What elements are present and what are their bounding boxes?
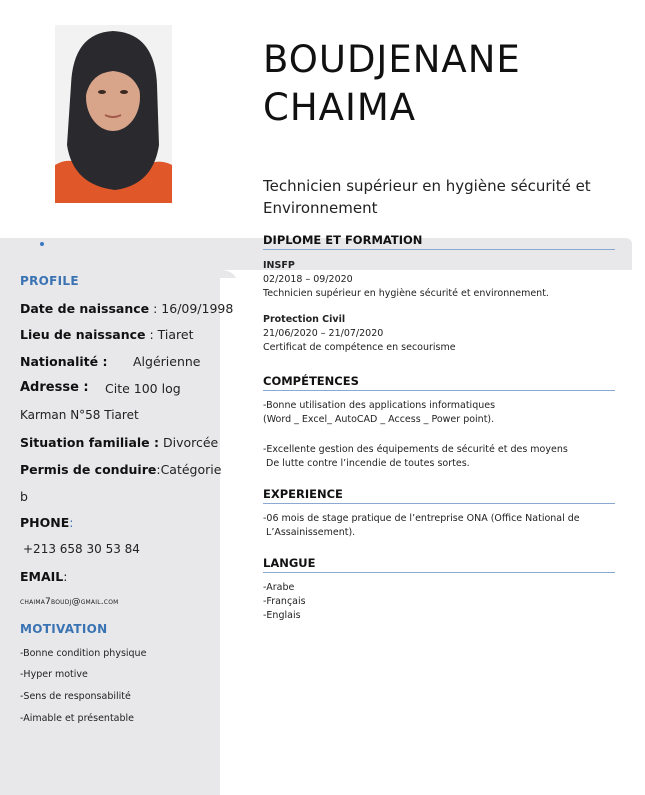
email-sep: : xyxy=(63,569,68,584)
address-label xyxy=(20,380,89,395)
diplome-school: Protection Civil xyxy=(263,314,346,325)
license-label: Permis de conduire xyxy=(20,462,157,477)
email-label: EMAIL xyxy=(20,569,64,584)
diplome-entry xyxy=(263,313,615,355)
nationality-value: Algérienne xyxy=(133,354,201,369)
license-value: :Catégorie xyxy=(156,462,222,477)
address-value: Cite 100 log xyxy=(105,381,181,396)
diplome-dates: 02/2018 – 09/2020 xyxy=(263,274,353,285)
langue-section xyxy=(263,556,615,623)
diplome-section xyxy=(263,233,615,355)
diplome-dates: 21/06/2020 – 21/07/2020 xyxy=(263,328,384,339)
diplome-title: DIPLOME ET FORMATION xyxy=(263,233,615,250)
email-value: chaima7boudj@gmail.com xyxy=(20,597,119,607)
address-row xyxy=(20,380,89,395)
name-line-2: CHAIMA xyxy=(263,86,417,129)
competences-title: COMPÉTENCES xyxy=(263,374,615,391)
profile-photo xyxy=(55,25,172,203)
address-label-text: Adresse : xyxy=(20,380,89,395)
competences-line: De lutte contre l’incendie de toutes sortes. xyxy=(263,458,470,469)
decor-dot xyxy=(40,242,44,246)
experience-line: -06 mois de stage pratique de l’entreprise ONA (Office National de xyxy=(263,513,580,524)
nationality-row xyxy=(20,354,107,369)
diplome-entry xyxy=(263,259,615,301)
phone-sep: : xyxy=(69,515,74,530)
competences-line: -Bonne utilisation des applications informatiques xyxy=(263,400,496,411)
candidate-name xyxy=(263,36,521,132)
phone-value: +213 658 30 53 84 xyxy=(23,542,140,556)
motivation-item: -Sens de responsabilité xyxy=(20,691,131,702)
place-row xyxy=(20,327,193,342)
family-row xyxy=(20,435,218,450)
langue-title: LANGUE xyxy=(263,556,615,573)
experience-line: L’Assainissement). xyxy=(263,527,356,538)
motivation-item: -Bonne condition physique xyxy=(20,648,147,659)
langue-item: -Englais xyxy=(263,610,301,621)
motivation-item: -Aimable et présentable xyxy=(20,713,135,724)
birth-label: Date de naissance xyxy=(20,301,150,316)
phone-row xyxy=(20,515,73,530)
motivation-item: -Hyper motive xyxy=(20,669,88,680)
langue-item: -Français xyxy=(263,596,306,607)
diplome-school: INSFP xyxy=(263,260,295,271)
place-value: : Tiaret xyxy=(145,327,194,342)
diplome-desc: Technicien supérieur en hygiène sécurité et environnement. xyxy=(263,288,549,299)
motivation-heading: MOTIVATION xyxy=(20,622,108,636)
family-value: Divorcée xyxy=(159,435,219,450)
langue-item: -Arabe xyxy=(263,582,295,593)
place-label: Lieu de naissance xyxy=(20,327,146,342)
family-label: Situation familiale : xyxy=(20,435,159,450)
competences-section xyxy=(263,374,615,471)
profile-heading: PROFILE xyxy=(20,274,79,288)
birth-row xyxy=(20,301,233,316)
address-value-2: Karman N°58 Tiaret xyxy=(20,408,139,422)
experience-title: EXPERIENCE xyxy=(263,487,615,504)
competences-line: -Excellente gestion des équipements de sécurité et des moyens xyxy=(263,444,568,455)
competences-line: (Word _ Excel_ AutoCAD _ Access _ Power point). xyxy=(263,414,495,425)
diplome-desc: Certificat de compétence en secourisme xyxy=(263,342,456,353)
license-value-2: b xyxy=(20,489,28,504)
nationality-label: Nationalité : xyxy=(20,354,108,369)
experience-section xyxy=(263,487,615,540)
phone-label: PHONE xyxy=(20,515,70,530)
birth-value: : 16/09/1998 xyxy=(149,301,234,316)
name-line-1: BOUDJENANE xyxy=(263,38,521,81)
email-row xyxy=(20,569,68,584)
license-row xyxy=(20,462,221,477)
job-title: Technicien supérieur en hygiène sécurité et Environnement xyxy=(263,177,591,217)
